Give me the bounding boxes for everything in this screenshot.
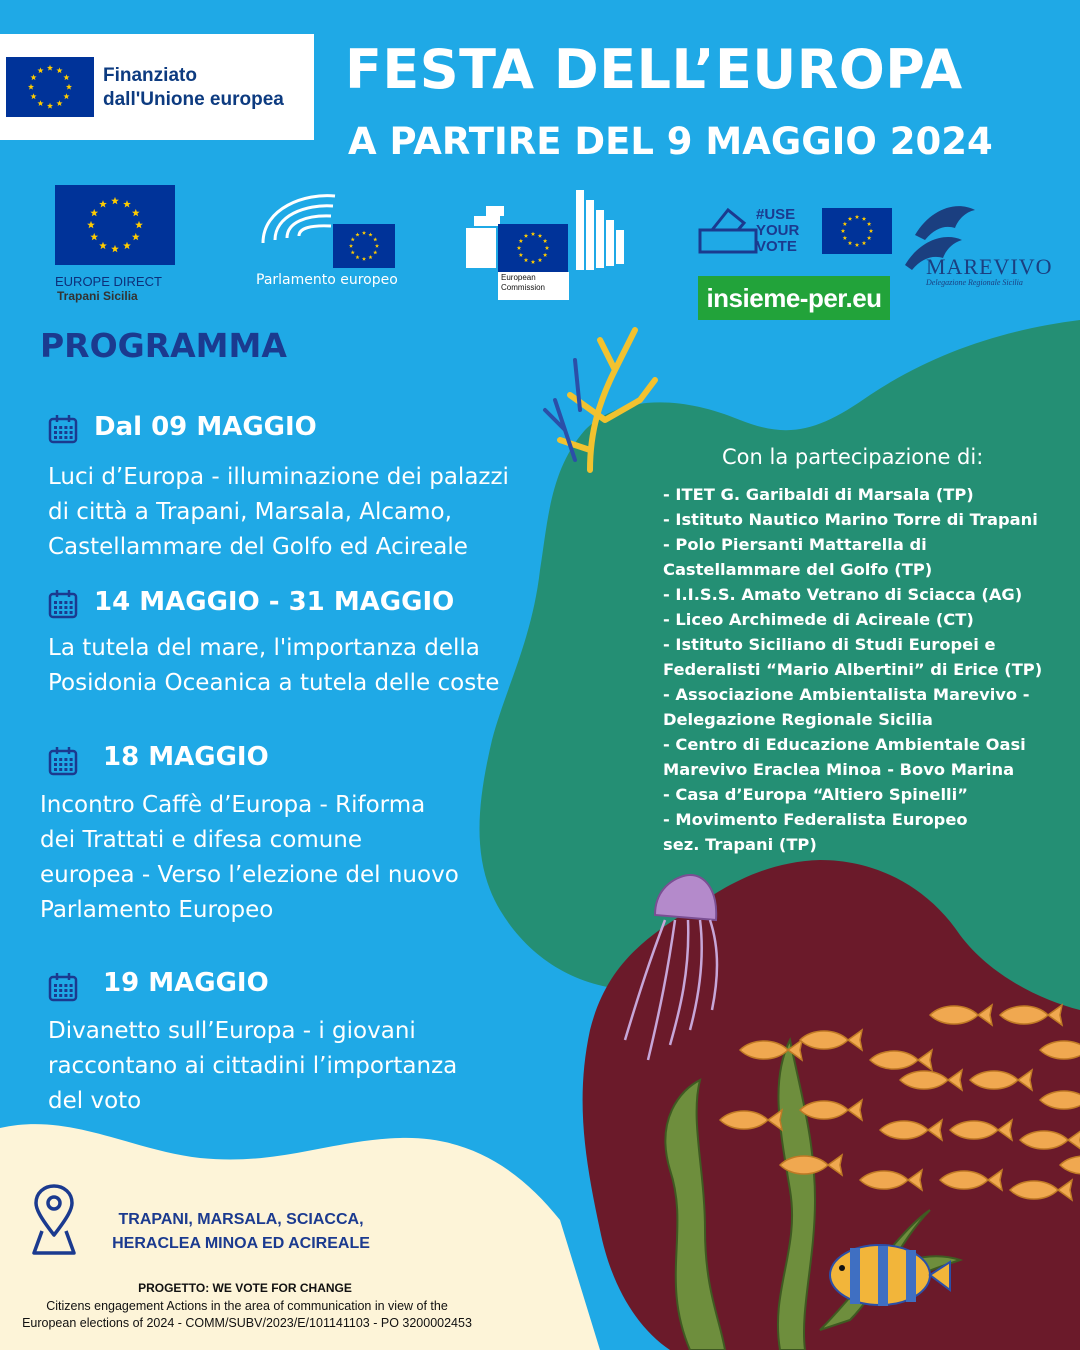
europe-direct-sublabel: Trapani Sicilia	[57, 289, 138, 303]
use-your-vote-text: #USE YOUR VOTE	[756, 206, 800, 255]
event-date: 14 MAGGIO - 31 MAGGIO	[94, 587, 455, 617]
list-item: - Associazione Ambientalista Marevivo -	[663, 685, 1030, 704]
calendar-icon	[48, 589, 78, 619]
calendar-icon	[48, 972, 78, 1002]
participation-title: Con la partecipazione di:	[722, 445, 984, 469]
list-item: - Centro di Educazione Ambientale Oasi	[663, 735, 1026, 754]
project-title: PROGETTO: WE VOTE FOR CHANGE	[138, 1281, 352, 1295]
commission-logo-icon	[466, 190, 628, 272]
event-date: 18 MAGGIO	[103, 742, 269, 772]
event-description: Divanetto sull’Europa - i giovani raccontano ai cittadini l’importanza del voto	[48, 1018, 458, 1114]
event-date: Dal 09 MAGGIO	[94, 412, 317, 442]
locations-text: TRAPANI, MARSALA, SCIACCA, HERACLEA MINOA ED ACIREALE	[112, 1211, 370, 1252]
list-item: - Istituto Nautico Marino Torre di Trapani	[663, 510, 1038, 529]
list-item: - Casa d’Europa “Altiero Spinelli”	[663, 785, 968, 804]
eu-flag-small-icon	[822, 208, 892, 254]
insieme-per-eu-logo: insieme-per.eu	[698, 276, 890, 320]
list-item: Delegazione Regionale Sicilia	[663, 710, 933, 729]
event-date: 19 MAGGIO	[103, 968, 269, 998]
event-description: Incontro Caffè d’Europa - Riforma dei Trattati e difesa comune europea - Verso l’elezione del nuovo Parlamento Europeo	[40, 792, 459, 923]
europe-direct-flag-icon	[55, 185, 175, 265]
list-item: - I.I.S.S. Amato Vetrano di Sciacca (AG)	[663, 585, 1023, 604]
list-item: Marevivo Eraclea Minoa - Bovo Marina	[663, 760, 1015, 779]
calendar-icon	[48, 746, 78, 776]
list-item: Federalisti “Mario Albertini” di Erice (TP)	[663, 660, 1043, 679]
marevivo-logo-text: MAREVIVO	[926, 254, 1053, 279]
list-item: - Movimento Federalista Europeo	[663, 810, 968, 829]
list-item: - Polo Piersanti Mattarella di	[663, 535, 927, 554]
list-item: - Liceo Archimede di Acireale (CT)	[663, 610, 974, 629]
programma-heading: PROGRAMMA	[40, 326, 287, 365]
commission-label: European Commission	[498, 272, 569, 300]
list-item: - Istituto Siciliano di Studi Europei e	[663, 635, 996, 654]
location-pin-icon	[30, 1183, 78, 1257]
page-subtitle: A PARTIRE DEL 9 MAGGIO 2024	[348, 120, 993, 163]
list-item: - ITET G. Garibaldi di Marsala (TP)	[663, 485, 974, 504]
project-description: Citizens engagement Actions in the area of communication in view of the European elections of 2024 - COMM/SUBV/2023/E/101141103 - PO 3200002453	[22, 1299, 472, 1330]
list-item: sez. Trapani (TP)	[663, 835, 817, 854]
funding-line1: Finanziato	[103, 65, 197, 86]
participation-list	[663, 482, 1063, 857]
ballot-box-icon	[698, 205, 760, 255]
event-description: La tutela del mare, l'importanza della Posidonia Oceanica a tutela delle coste	[48, 635, 500, 696]
funding-line2: dall'Unione europea	[103, 89, 284, 110]
marevivo-sublabel: Delegazione Regionale Sicilia	[926, 278, 1023, 287]
calendar-icon	[48, 414, 78, 444]
parliament-label: Parlamento europeo	[256, 272, 398, 288]
event-description: Luci d’Europa - illuminazione dei palazzi di città a Trapani, Marsala, Alcamo, Castellammare del Golfo ed Acireale	[48, 464, 509, 560]
parliament-logo-icon	[255, 188, 397, 270]
page-title: FESTA DELL’EUROPA	[345, 38, 963, 101]
europe-direct-label: EUROPE DIRECT	[55, 274, 162, 289]
funding-badge	[0, 34, 314, 140]
list-item: Castellammare del Golfo (TP)	[663, 560, 933, 579]
eu-flag-icon	[6, 57, 94, 117]
